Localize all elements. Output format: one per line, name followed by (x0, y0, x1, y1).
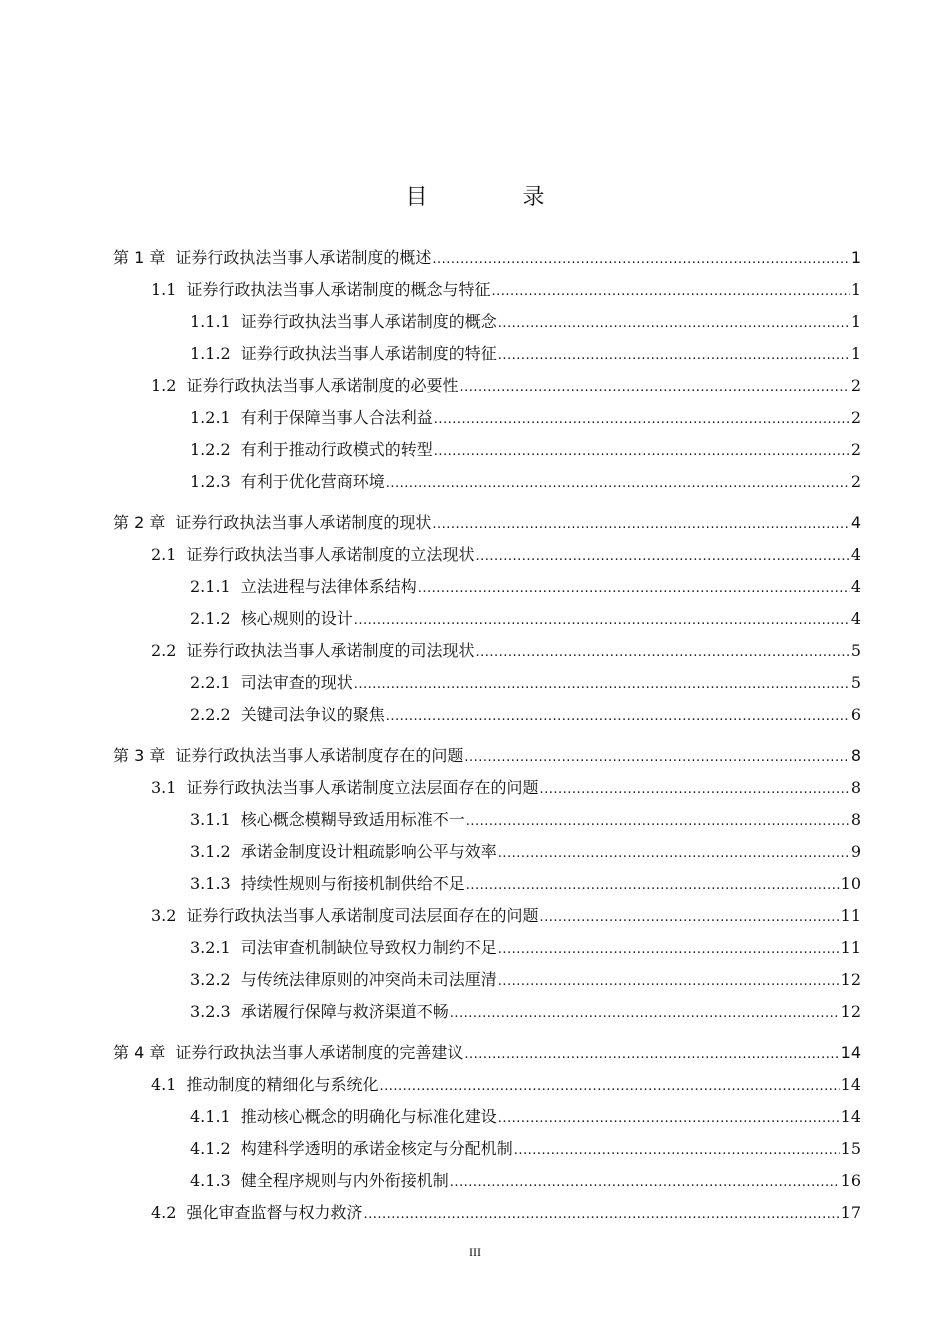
toc-label: 证券行政执法当事人承诺制度的概念 (240, 312, 497, 331)
toc-label: 证券行政执法当事人承诺制度立法层面存在的问题 (186, 778, 539, 797)
toc-label: 推动制度的精细化与系统化 (186, 1075, 379, 1094)
toc-page: 11 (840, 906, 861, 925)
toc-page: 10 (840, 874, 861, 893)
toc-leader (464, 740, 849, 774)
toc-subsection-1-1-2[interactable] (113, 338, 861, 370)
toc-number: 2.2.2 (190, 705, 231, 724)
toc-label: 立法进程与法律体系结构 (240, 577, 417, 596)
toc-number: 1.1.1 (190, 312, 231, 331)
toc-number: 3.1 (151, 778, 177, 797)
toc-subsection-3-1-2[interactable] (113, 836, 861, 868)
toc-label: 与传统法律原则的冲突尚未司法厘清 (240, 970, 497, 989)
toc-number: 3.1.2 (190, 842, 231, 861)
toc-number: 3.2.3 (190, 1002, 231, 1021)
toc-number: 第 1 章 (113, 248, 166, 267)
toc-label: 证券行政执法当事人承诺制度的完善建议 (175, 1043, 464, 1062)
toc-leader (498, 932, 840, 966)
toc-chapter-4[interactable] (113, 1037, 861, 1069)
toc-label: 核心规则的设计 (240, 609, 353, 628)
toc-number: 1.1 (151, 280, 177, 299)
toc-subsection-3-2-1[interactable] (113, 932, 861, 964)
toc-label: 核心概念模糊导致适用标准不一 (240, 810, 465, 829)
toc-label: 有利于保障当事人合法利益 (240, 408, 433, 427)
toc-number: 1.2.2 (190, 440, 231, 459)
toc-leader (514, 1133, 840, 1167)
toc-leader (450, 1165, 840, 1199)
toc-subsection-3-2-2[interactable] (113, 964, 861, 996)
toc-subsection-4-1-1[interactable] (113, 1101, 861, 1133)
toc-label: 证券行政执法当事人承诺制度的司法现状 (186, 641, 475, 660)
toc-page: 8 (850, 810, 861, 829)
toc-leader (498, 836, 850, 870)
toc-number: 4.1.3 (190, 1171, 231, 1190)
toc-number: 1.1.2 (190, 344, 231, 363)
toc-leader (491, 274, 849, 308)
toc-page: 6 (850, 705, 861, 724)
toc-section-4-2[interactable] (113, 1197, 861, 1229)
toc-number: 4.1.2 (190, 1139, 231, 1158)
toc-number: 2.1.1 (190, 577, 231, 596)
toc-number: 3.1.1 (190, 810, 231, 829)
page-title: 目 录 (405, 185, 589, 210)
toc-page: 14 (840, 1107, 861, 1126)
toc-leader (432, 507, 849, 541)
toc-number: 2.1.2 (190, 609, 231, 628)
toc-subsection-1-2-1[interactable] (113, 402, 861, 434)
toc-label: 司法审查机制缺位导致权力制约不足 (240, 938, 497, 957)
toc-label: 证券行政执法当事人承诺制度的特征 (240, 344, 497, 363)
toc-subsection-4-1-3[interactable] (113, 1165, 861, 1197)
toc-subsection-1-1-1[interactable] (113, 306, 861, 338)
toc-leader (539, 900, 839, 934)
toc-label: 司法审查的现状 (240, 673, 353, 692)
toc-label: 构建科学透明的承诺金核定与分配机制 (240, 1139, 513, 1158)
toc-leader (450, 996, 840, 1030)
toc-page: 15 (840, 1139, 861, 1158)
toc-page: 1 (850, 344, 861, 363)
toc-chapter-2[interactable] (113, 507, 861, 539)
toc-label: 证券行政执法当事人承诺制度的概念与特征 (186, 280, 491, 299)
toc-label: 证券行政执法当事人承诺制度的现状 (175, 513, 432, 532)
toc-section-1-1[interactable] (113, 274, 861, 306)
toc-page: 5 (850, 673, 861, 692)
toc-page: 12 (840, 970, 861, 989)
toc-number: 2.1 (151, 545, 177, 564)
toc-number: 第 3 章 (113, 746, 166, 765)
toc-leader (498, 306, 850, 340)
toc-leader (354, 603, 850, 637)
toc-leader (459, 370, 849, 404)
toc-label: 有利于推动行政模式的转型 (240, 440, 433, 459)
toc-number: 3.2.2 (190, 970, 231, 989)
toc-leader (434, 402, 850, 436)
toc-leader (434, 434, 850, 468)
toc-number: 4.1 (151, 1075, 177, 1094)
toc-label: 强化审查监督与权力救济 (186, 1203, 363, 1222)
toc-leader (386, 466, 850, 500)
toc-page: 2 (850, 408, 861, 427)
toc-number: 2.2.1 (190, 673, 231, 692)
toc-subsection-2-1-1[interactable] (113, 571, 861, 603)
toc-leader (466, 868, 840, 902)
toc-leader (498, 1101, 840, 1135)
toc-leader (363, 1197, 839, 1231)
toc-page: 9 (850, 842, 861, 861)
toc-subsection-1-2-2[interactable] (113, 434, 861, 466)
toc-label: 证券行政执法当事人承诺制度的概述 (175, 248, 432, 267)
toc-label: 证券行政执法当事人承诺制度司法层面存在的问题 (186, 906, 539, 925)
toc-label: 关键司法争议的聚焦 (240, 705, 385, 724)
toc-leader (354, 667, 850, 701)
toc-page: 2 (850, 376, 861, 395)
toc-subsection-2-2-1[interactable] (113, 667, 861, 699)
toc-page: 4 (850, 545, 861, 564)
toc-subsection-2-1-2[interactable] (113, 603, 861, 635)
toc-leader (475, 635, 849, 669)
toc-number: 第 4 章 (113, 1043, 166, 1062)
toc-number: 1.2.1 (190, 408, 231, 427)
toc-leader (379, 1069, 839, 1103)
toc-section-1-2[interactable] (113, 370, 861, 402)
toc-label: 承诺履行保障与救济渠道不畅 (240, 1002, 449, 1021)
toc-subsection-3-2-3[interactable] (113, 996, 861, 1028)
toc-number: 3.2.1 (190, 938, 231, 957)
toc-page: 14 (840, 1043, 861, 1062)
toc-page: 14 (840, 1075, 861, 1094)
toc-label: 证券行政执法当事人承诺制度存在的问题 (175, 746, 464, 765)
toc-number: 4.1.1 (190, 1107, 231, 1126)
toc-number: 1.2.3 (190, 472, 231, 491)
toc-label: 承诺金制度设计粗疏影响公平与效率 (240, 842, 497, 861)
toc-label: 证券行政执法当事人承诺制度的立法现状 (186, 545, 475, 564)
page-footer-number: III (469, 1245, 481, 1259)
toc-label: 推动核心概念的明确化与标准化建设 (240, 1107, 497, 1126)
toc-page: 12 (840, 1002, 861, 1021)
toc-subsection-2-2-2[interactable] (113, 699, 861, 731)
toc-page: 2 (850, 472, 861, 491)
toc-label: 有利于优化营商环境 (240, 472, 385, 491)
toc-page: 1 (850, 280, 861, 299)
toc-page: 16 (840, 1171, 861, 1190)
toc-section-4-1[interactable] (113, 1069, 861, 1101)
toc-chapter-3[interactable] (113, 740, 861, 772)
toc-number: 1.2 (151, 376, 177, 395)
toc-page: 2 (850, 440, 861, 459)
toc-leader (539, 772, 849, 806)
table-of-contents (113, 242, 861, 1229)
toc-subsection-1-2-3[interactable] (113, 466, 861, 498)
toc-subsection-4-1-2[interactable] (113, 1133, 861, 1165)
toc-page: 4 (850, 513, 861, 532)
toc-leader (466, 804, 850, 838)
toc-page: 1 (850, 312, 861, 331)
toc-section-2-1[interactable] (113, 539, 861, 571)
toc-leader (498, 338, 850, 372)
toc-leader (432, 242, 849, 276)
toc-leader (386, 699, 850, 733)
toc-page: 17 (840, 1203, 861, 1222)
toc-section-3-1[interactable] (113, 772, 861, 804)
toc-label: 持续性规则与衔接机制供给不足 (240, 874, 465, 893)
toc-page: 8 (850, 778, 861, 797)
toc-label: 证券行政执法当事人承诺制度的必要性 (186, 376, 459, 395)
toc-page: 5 (850, 641, 861, 660)
toc-page: 8 (850, 746, 861, 765)
toc-chapter-1[interactable] (113, 242, 861, 274)
toc-leader (498, 964, 840, 998)
toc-page: 1 (850, 248, 861, 267)
toc-subsection-3-1-3[interactable] (113, 868, 861, 900)
toc-leader (475, 539, 849, 573)
toc-leader (464, 1037, 839, 1071)
toc-number: 3.1.3 (190, 874, 231, 893)
toc-page: 11 (840, 938, 861, 957)
toc-label: 健全程序规则与内外衔接机制 (240, 1171, 449, 1190)
toc-number: 2.2 (151, 641, 177, 660)
toc-leader (418, 571, 850, 605)
toc-number: 4.2 (151, 1203, 177, 1222)
toc-page: 4 (850, 577, 861, 596)
toc-number: 第 2 章 (113, 513, 166, 532)
toc-number: 3.2 (151, 906, 177, 925)
toc-subsection-3-1-1[interactable] (113, 804, 861, 836)
toc-section-3-2[interactable] (113, 900, 861, 932)
toc-page: 4 (850, 609, 861, 628)
toc-section-2-2[interactable] (113, 635, 861, 667)
